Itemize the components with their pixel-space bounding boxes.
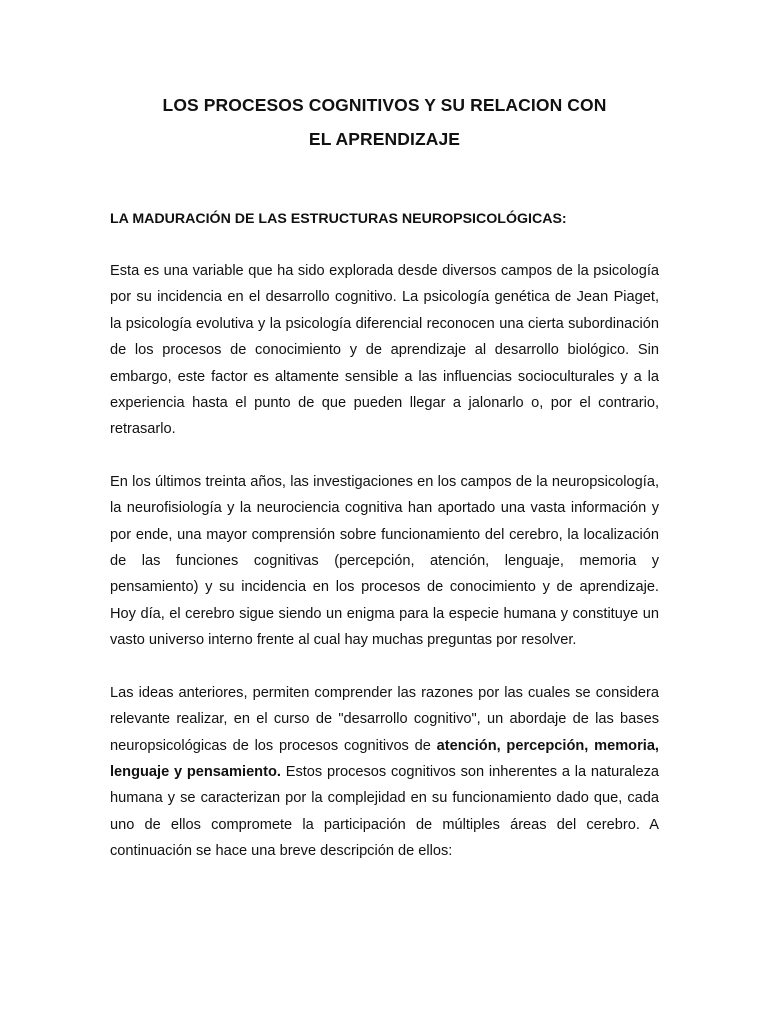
paragraph-1: Esta es una variable que ha sido explorada desde diversos campos de la psicología por su incidencia en el desarrollo cognitivo. La psicología genética de Jean Piaget, la psicología evolutiva y la psicología diferencial reconocen una cierta subordinación de los procesos de conocimiento y de aprendizaje al desarrollo biológico. Sin embargo, este factor es altamente sensible a las influencias socioculturales y a la experiencia hasta el punto de que pueden llegar a jalonarlo o, por el contrario, retrasarlo. — [110, 263, 659, 438]
paragraph-3-emphasis: atención, percepción, memoria, lenguaje y pensamiento. — [110, 737, 659, 780]
title-line-1: LOS PROCESOS COGNITIVOS Y SU RELACION CON — [162, 95, 607, 115]
section-heading: LA MADURACIÓN DE LAS ESTRUCTURAS NEUROPSICOLÓGICAS: — [110, 211, 567, 227]
paragraph-3 — [110, 654, 659, 865]
document-title — [110, 0, 659, 156]
paragraph-3-intro: Las ideas anteriores, permiten comprender las razones por las cuales se considera relevante realizar, en el curso de "desarrollo cognitivo", un abordaje de las bases neuropsicológicas de los procesos cognitivos de — [110, 684, 659, 754]
paragraph-2: En los últimos treinta años, las investigaciones en los campos de la neuropsicología, la neurofisiología y la neurociencia cognitiva han aportado una vasta información y por ende, una mayor comprensión sobre funcionamiento del cerebro, la localización de las funciones cognitivas (percepción, atención, lenguaje, memoria y pensamiento) y su incidencia en los procesos de conocimiento y de aprendizaje. Hoy día, el cerebro sigue siendo un enigma para la especie humana y constituye un vasto universo interno frente al cual hay muchas preguntas por resolver. — [110, 473, 659, 649]
title-line-2: EL APRENDIZAJE — [308, 129, 461, 149]
paragraph-3-rest: Estos procesos cognitivos son inherentes a la naturaleza humana y se caracterizan por la complejidad en su funcionamiento dado que, cada uno de ellos compromete la participación de múltiples áreas del cerebro. A continuación se hace una breve descripción de ellos: — [110, 763, 660, 860]
